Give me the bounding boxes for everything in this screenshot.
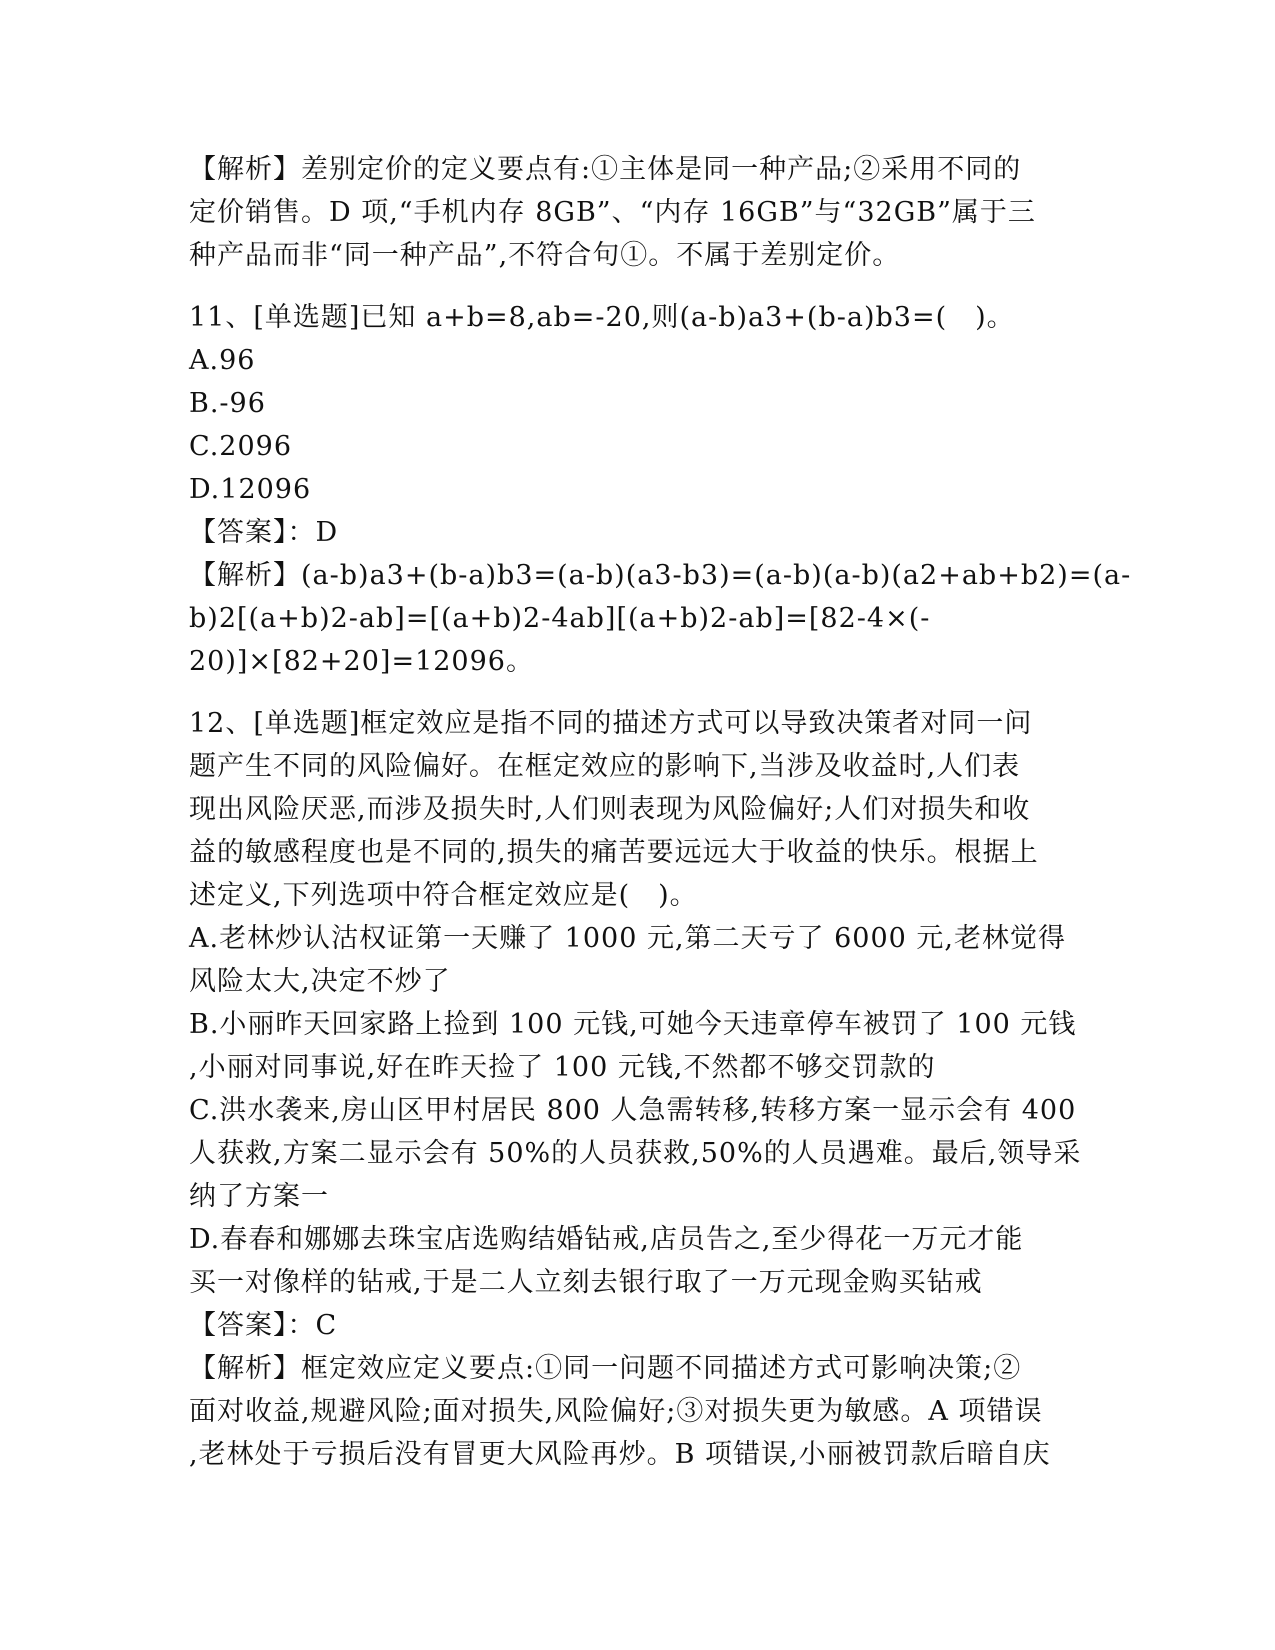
option-b: B.-96 xyxy=(189,388,266,419)
option-b-continued: ,小丽对同事说,好在昨天捡了 100 元钱,不然都不够交罚款的 xyxy=(189,1052,936,1083)
question-stem-line: 述定义,下列选项中符合框定效应是( )。 xyxy=(189,880,698,911)
analysis-line: 20)]×[82+20]=12096。 xyxy=(189,646,534,677)
question-stem-line: 益的敏感程度也是不同的,损失的痛苦要远远大于收益的快乐。根据上 xyxy=(189,837,1039,868)
document-content xyxy=(189,148,1132,1476)
option-a: A.96 xyxy=(189,345,256,376)
option-c-continued: 纳了方案一 xyxy=(189,1181,329,1212)
analysis-line: b)2[(a+b)2-ab]=[(a+b)2-4ab][(a+b)2-ab]=[82-4×(- xyxy=(189,603,931,634)
analysis-line: 种产品而非“同一种产品”,不符合句①。不属于差别定价。 xyxy=(189,240,901,271)
previous-analysis xyxy=(189,148,1089,277)
question-stem: 11、[单选题]已知 a+b=8,ab=-20,则(a-b)a3+(b-a)b3=( )。 xyxy=(189,302,1015,333)
answer: 【答案】：C xyxy=(189,1310,338,1341)
option-d: D.春春和娜娜去珠宝店选购结婚钻戒,店员告之,至少得花一万元才能 xyxy=(189,1224,1024,1255)
analysis-line: 面对收益,规避风险;面对损失,风险偏好;③对损失更为敏感。A 项错误 xyxy=(189,1396,1043,1427)
option-c: C.2096 xyxy=(189,431,292,462)
analysis-line: ,老林处于亏损后没有冒更大风险再炒。B 项错误,小丽被罚款后暗自庆 xyxy=(189,1439,1051,1470)
question-stem-line: 12、[单选题]框定效应是指不同的描述方式可以导致决策者对同一问 xyxy=(189,708,1033,739)
analysis-line: 【解析】差别定价的定义要点有:①主体是同一种产品;②采用不同的 xyxy=(189,154,1022,185)
option-d-continued: 买一对像样的钻戒,于是二人立刻去银行取了一万元现金购买钻戒 xyxy=(189,1267,983,1298)
question-stem-line: 题产生不同的风险偏好。在框定效应的影响下,当涉及收益时,人们表 xyxy=(189,751,1021,782)
option-c-continued: 人获救,方案二显示会有 50%的人员获救,50%的人员遇难。最后,领导采 xyxy=(189,1138,1082,1169)
option-b: B.小丽昨天回家路上捡到 100 元钱,可她今天违章停车被罚了 100 元钱 xyxy=(189,1009,1077,1040)
question-stem-line: 现出风险厌恶,而涉及损失时,人们则表现为风险偏好;人们对损失和收 xyxy=(189,794,1031,825)
option-a-continued: 风险太大,决定不炒了 xyxy=(189,966,451,997)
analysis-line: 定价销售。D 项,“手机内存 8GB”、“内存 16GB”与“32GB”属于三 xyxy=(189,197,1036,228)
option-a: A.老林炒认沽权证第一天赚了 1000 元,第二天亏了 6000 元,老林觉得 xyxy=(189,923,1067,954)
option-d: D.12096 xyxy=(189,474,312,505)
option-c: C.洪水袭来,房山区甲村居民 800 人急需转移,转移方案一显示会有 400 xyxy=(189,1095,1077,1126)
analysis-line: 【解析】框定效应定义要点:①同一问题不同描述方式可影响决策;② xyxy=(189,1353,1022,1384)
answer: 【答案】：D xyxy=(189,517,339,548)
question-11 xyxy=(189,296,1132,683)
question-12 xyxy=(189,702,1089,1476)
analysis-line: 【解析】(a-b)a3+(b-a)b3=(a-b)(a3-b3)=(a-b)(a-b)(a2+ab+b2)=(a- xyxy=(189,560,1132,591)
